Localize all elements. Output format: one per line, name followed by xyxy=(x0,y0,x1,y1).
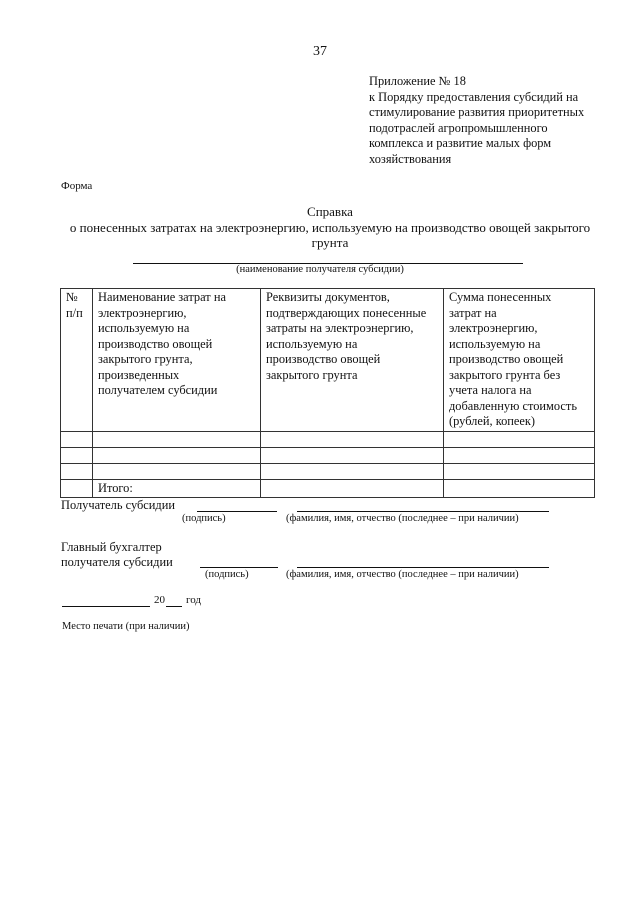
table-cell[interactable] xyxy=(261,431,444,447)
table-cell[interactable] xyxy=(261,447,444,463)
table-cell[interactable] xyxy=(444,431,595,447)
date-century: 20 xyxy=(154,594,165,606)
recipient-name-line xyxy=(297,511,549,512)
recipient-label: Получатель субсидии xyxy=(61,498,175,512)
appendix-line: Приложение № 18 xyxy=(369,74,466,88)
column-header-cost-name: Наименование затрат на электроэнергию, используемую на производство овощей закрытого грунта, произведенных получателем субсидии xyxy=(93,289,261,432)
date-year-line xyxy=(166,606,182,607)
appendix-header xyxy=(369,74,619,167)
form-label: Форма xyxy=(61,180,93,192)
stamp-note: Место печати (при наличии) xyxy=(62,621,190,632)
table-row xyxy=(61,431,595,447)
total-label: Итого: xyxy=(93,479,261,498)
accountant-signature-line xyxy=(200,567,278,568)
table-cell[interactable] xyxy=(61,447,93,463)
page-number: 37 xyxy=(313,44,327,59)
table-cell xyxy=(61,479,93,498)
table-cell[interactable] xyxy=(93,463,261,479)
table-row xyxy=(61,463,595,479)
accountant-signature-caption: (подпись) xyxy=(205,569,249,580)
date-day-month-line xyxy=(62,606,150,607)
table-cell[interactable] xyxy=(93,431,261,447)
column-header-number: № п/п xyxy=(61,289,93,432)
accountant-label-line1: Главный бухгалтер xyxy=(61,540,162,554)
title-subtitle: о понесенных затратах на электроэнергию, используемую на производство овощей закрытого грунта xyxy=(69,219,591,250)
document-title xyxy=(60,204,600,251)
costs-table xyxy=(60,288,595,498)
appendix-line: хозяйствования xyxy=(369,151,452,166)
table-cell[interactable] xyxy=(444,463,595,479)
table-cell[interactable] xyxy=(261,463,444,479)
table-header-row xyxy=(61,289,595,432)
appendix-line: подотраслей агропромышленного xyxy=(369,120,548,135)
total-amount-cell[interactable] xyxy=(444,479,595,498)
recipient-name-caption: (фамилия, имя, отчество (последнее – при наличии) xyxy=(286,513,519,524)
table-cell[interactable] xyxy=(61,431,93,447)
appendix-line: комплекса и развитие малых форм xyxy=(369,136,552,150)
title-heading: Справка xyxy=(307,204,353,219)
accountant-label-line2: получателя субсидии xyxy=(61,555,173,569)
accountant-name-caption: (фамилия, имя, отчество (последнее – при наличии) xyxy=(286,569,519,580)
table-cell[interactable] xyxy=(261,479,444,498)
column-header-documents: Реквизиты документов, подтверждающих понесенные затраты на электроэнергию, используемую на производство овощей закрытого грунта xyxy=(261,289,444,432)
appendix-line: к Порядку предоставления субсидий на xyxy=(369,89,579,104)
accountant-name-line xyxy=(297,567,549,568)
table-cell[interactable] xyxy=(61,463,93,479)
table-row xyxy=(61,447,595,463)
appendix-line: стимулирование развития приоритетных xyxy=(369,105,585,119)
column-header-amount: Сумма понесенных затрат на электроэнергию, используемую на производство овощей закрытого грунта без учета налога на добавленную стоимость (рублей, копеек) xyxy=(444,289,595,432)
recipient-caption: (наименование получателя субсидии) xyxy=(236,264,404,275)
table-cell[interactable] xyxy=(93,447,261,463)
recipient-signature-caption: (подпись) xyxy=(182,513,226,524)
date-suffix: год xyxy=(186,594,202,606)
total-row xyxy=(61,479,595,498)
recipient-signature-line xyxy=(197,511,277,512)
table-cell[interactable] xyxy=(444,447,595,463)
